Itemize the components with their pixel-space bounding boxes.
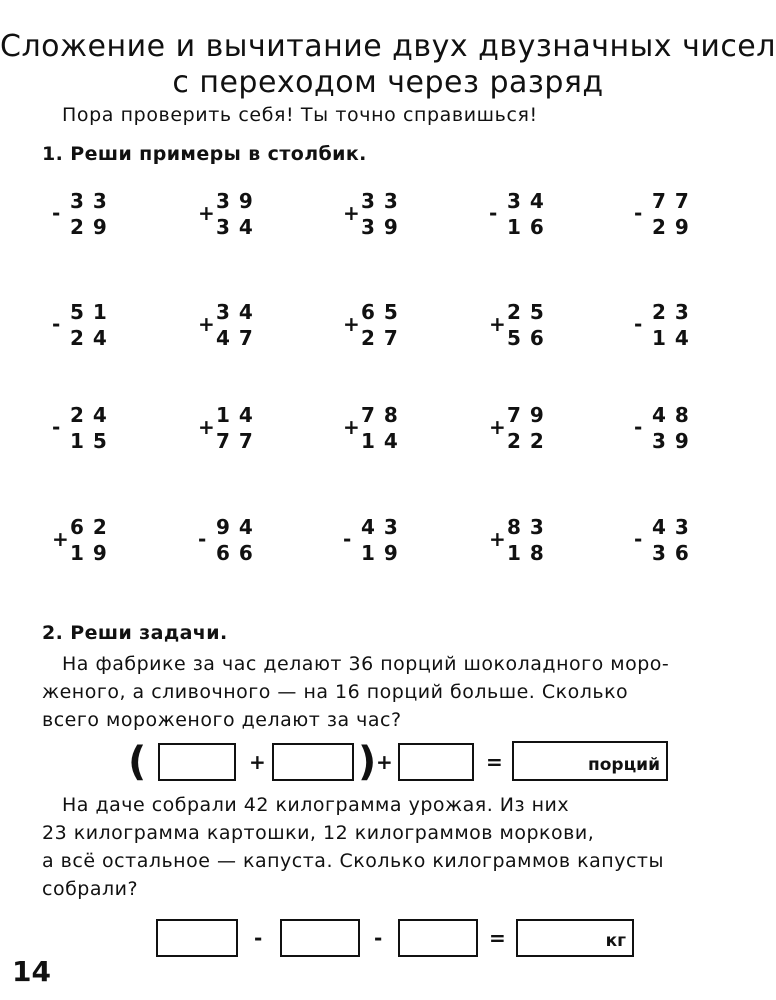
second-operand: 24	[70, 326, 116, 350]
column-exercise	[196, 400, 286, 462]
first-operand: 62	[70, 515, 116, 539]
first-operand: 23	[652, 300, 698, 324]
column-exercise	[487, 512, 577, 574]
first-operand: 14	[216, 403, 262, 427]
column-exercise	[50, 512, 140, 574]
operator-sign: +	[198, 415, 215, 439]
operator-sign: -	[343, 527, 352, 551]
operator-sign: -	[489, 201, 498, 225]
operator-sign: +	[343, 312, 360, 336]
operator-sign: -	[52, 312, 61, 336]
task1-heading: 1. Реши примеры в столбик.	[42, 143, 367, 165]
operator-sign: -	[634, 312, 643, 336]
operator-sign: +	[198, 312, 215, 336]
column-exercise	[487, 400, 577, 462]
first-operand: 77	[652, 189, 698, 213]
first-operand: 39	[216, 189, 262, 213]
equals-sign: =	[486, 750, 503, 774]
operator-sign: +	[343, 415, 360, 439]
column-exercise	[50, 297, 140, 359]
operator-sign: -	[634, 415, 643, 439]
intro-text: Пора проверить себя! Ты точно справишься!	[62, 104, 538, 126]
first-operand: 43	[361, 515, 407, 539]
second-operand: 14	[652, 326, 698, 350]
second-operand: 34	[216, 215, 262, 239]
column-exercise	[487, 186, 577, 248]
second-operand: 56	[507, 326, 553, 350]
column-exercise	[50, 186, 140, 248]
first-operand: 51	[70, 300, 116, 324]
column-exercise	[50, 400, 140, 462]
operator-sign: +	[489, 312, 506, 336]
page-title-line2: с переходом через разряд	[172, 65, 604, 100]
column-exercise	[632, 297, 722, 359]
first-operand: 43	[652, 515, 698, 539]
first-operand: 79	[507, 403, 553, 427]
open-paren: (	[128, 739, 147, 785]
second-operand: 16	[507, 215, 553, 239]
answer-box-2[interactable]	[272, 743, 354, 781]
close-paren: )	[358, 739, 377, 785]
page-title-line1: Сложение и вычитание двух двузначных чисел	[0, 29, 776, 64]
column-exercise	[341, 186, 431, 248]
second-operand: 19	[361, 541, 407, 565]
problem2-line1: На даче собрали 42 килограмма урожая. Из них	[62, 794, 570, 816]
second-operand: 14	[361, 429, 407, 453]
second-operand: 39	[361, 215, 407, 239]
unit-label: порций	[587, 755, 660, 775]
first-operand: 83	[507, 515, 553, 539]
operator-sign: +	[489, 527, 506, 551]
second-operand: 27	[361, 326, 407, 350]
first-operand: 48	[652, 403, 698, 427]
unit-label: кг	[605, 931, 626, 951]
column-exercise	[632, 400, 722, 462]
operator-sign: -	[52, 201, 61, 225]
problem1-line1: На фабрике за час делают 36 порций шоколадного моро-	[62, 653, 670, 675]
first-operand: 24	[70, 403, 116, 427]
first-operand: 33	[361, 189, 407, 213]
first-operand: 34	[507, 189, 553, 213]
operator-sign: -	[198, 527, 207, 551]
second-operand: 47	[216, 326, 262, 350]
column-exercise	[341, 512, 431, 574]
first-operand: 65	[361, 300, 407, 324]
operator-sign: -	[634, 527, 643, 551]
second-operand: 77	[216, 429, 262, 453]
column-exercise	[632, 512, 722, 574]
problem2-line3: а всё остальное — капуста. Сколько килограммов капусты	[42, 850, 664, 872]
column-exercise	[632, 186, 722, 248]
first-operand: 33	[70, 189, 116, 213]
answer-box-4[interactable]	[156, 919, 238, 957]
answer-box-3[interactable]	[398, 743, 474, 781]
second-operand: 66	[216, 541, 262, 565]
operator-sign: +	[489, 415, 506, 439]
column-exercise	[196, 512, 286, 574]
second-operand: 15	[70, 429, 116, 453]
operator-sign: +	[52, 527, 69, 551]
plus-sign: +	[376, 750, 393, 774]
answer-box-5[interactable]	[280, 919, 360, 957]
second-operand: 18	[507, 541, 553, 565]
result-box-kg[interactable]	[516, 919, 634, 957]
operator-sign: -	[52, 415, 61, 439]
first-operand: 25	[507, 300, 553, 324]
first-operand: 34	[216, 300, 262, 324]
second-operand: 39	[652, 429, 698, 453]
page-number: 14	[12, 955, 51, 988]
problem1-line3: всего мороженого делают за час?	[42, 709, 402, 731]
second-operand: 29	[652, 215, 698, 239]
second-operand: 36	[652, 541, 698, 565]
first-operand: 94	[216, 515, 262, 539]
equals-sign: =	[489, 926, 506, 950]
minus-sign: -	[254, 926, 263, 950]
second-operand: 29	[70, 215, 116, 239]
first-operand: 78	[361, 403, 407, 427]
operator-sign: -	[634, 201, 643, 225]
result-box-portions[interactable]	[512, 741, 668, 781]
problem2-line2: 23 килограмма картошки, 12 килограммов моркови,	[42, 822, 595, 844]
answer-box-1[interactable]	[158, 743, 236, 781]
column-exercise	[341, 297, 431, 359]
column-exercise	[196, 186, 286, 248]
problem2-line4: собрали?	[42, 878, 139, 900]
minus-sign: -	[374, 926, 383, 950]
plus-sign: +	[249, 750, 266, 774]
problem1-line2: женого, а сливочного — на 16 порций больше. Сколько	[42, 681, 629, 703]
operator-sign: +	[198, 201, 215, 225]
column-exercise	[487, 297, 577, 359]
column-exercise	[341, 400, 431, 462]
answer-box-6[interactable]	[398, 919, 478, 957]
operator-sign: +	[343, 201, 360, 225]
second-operand: 22	[507, 429, 553, 453]
task2-heading: 2. Реши задачи.	[42, 622, 228, 644]
second-operand: 19	[70, 541, 116, 565]
column-exercise	[196, 297, 286, 359]
